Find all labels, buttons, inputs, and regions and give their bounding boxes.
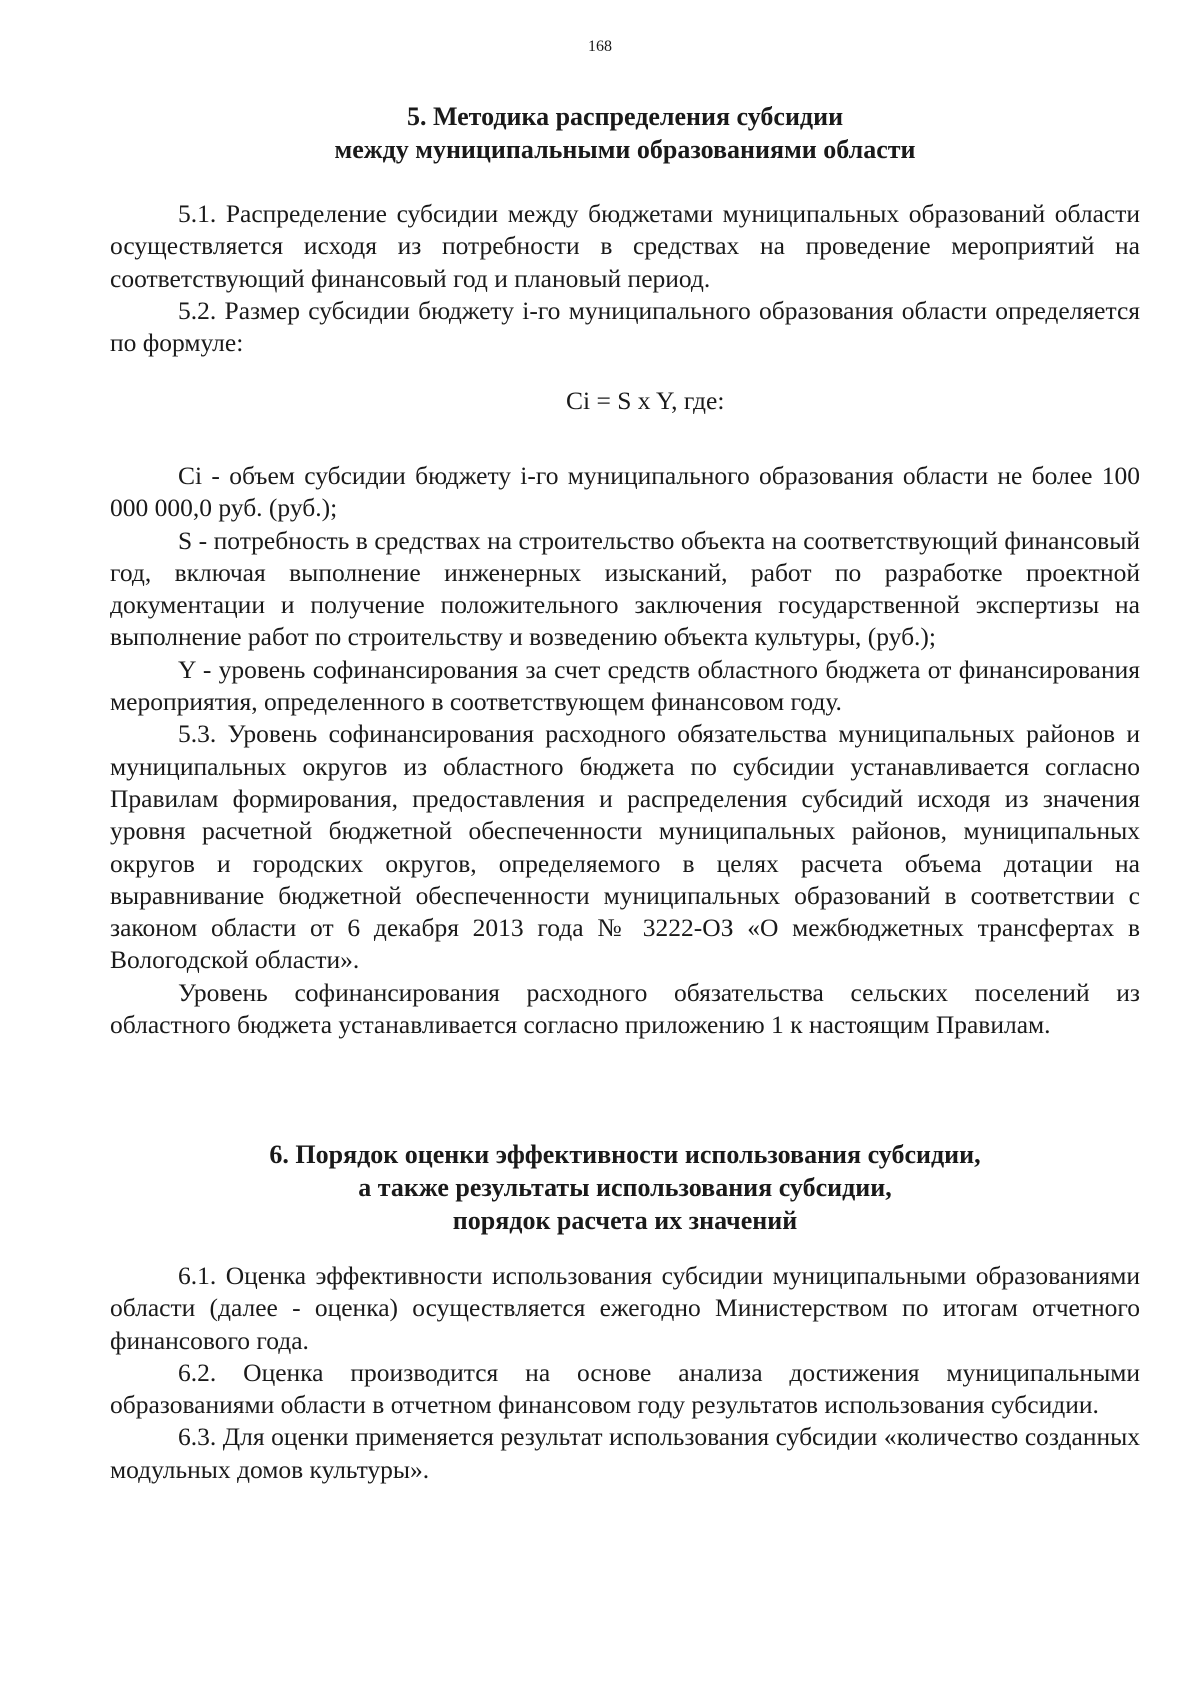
formula: Ci = S x Y, где: — [566, 386, 725, 416]
section-5-definitions — [110, 460, 1140, 1041]
page-number: 168 — [588, 38, 612, 55]
section-6-body — [110, 1260, 1140, 1486]
paragraph-6-1: 6.1. Оценка эффективности использования субсидии муниципальными образованиями области (далее - оценка) осуществляется ежегодно Министерством по итогам отчетного финансового года. — [110, 1261, 1140, 1355]
paragraph-6-2: 6.2. Оценка производится на основе анализа достижения муниципальными образованиями области в отчетном финансовом году результатов использования субсидии. — [110, 1357, 1140, 1420]
section-6-heading-line-2: а также результаты использования субсидии, — [358, 1173, 892, 1202]
paragraph-5-1: 5.1. Распределение субсидии между бюджетами муниципальных образований области осуществляется исходя из потребности в средствах на проведение мероприятий на соответствующий финансовый год и плановый период. — [110, 199, 1140, 293]
section-5-heading-line-2: между муниципальными образованиями области — [334, 135, 916, 164]
paragraph-5-3-rural: Уровень софинансирования расходного обязательства сельских поселений из областного бюджета устанавливается согласно приложению 1 к настоящим Правилам. — [110, 977, 1140, 1040]
section-6-heading — [110, 1138, 1140, 1237]
paragraph-6-3: 6.3. Для оценки применяется результат использования субсидии «количество созданных модульных домов культуры». — [110, 1422, 1140, 1484]
definition-ci: Ci - объем субсидии бюджету i-го муниципального образования области не более 100 000 000,0 руб. (руб.); — [110, 461, 1140, 523]
definition-s: S - потребность в средствах на строительство объекта на соответствующий финансовый год, включая выполнение инженерных изысканий, работ по разработке проектной документации и получение положительного заключения государственной экспертизы на выполнение работ по строительству и возведению объекта культуры, (руб.); — [110, 525, 1140, 652]
section-5-intro — [110, 198, 1140, 418]
paragraph-5-2: 5.2. Размер субсидии бюджету i-го муниципального образования области определяется по формуле: — [110, 295, 1140, 358]
section-6-heading-line-1: 6. Порядок оценки эффективности использования субсидии, — [269, 1140, 981, 1169]
section-5-heading — [110, 100, 1140, 166]
section-5-heading-line-1: 5. Методика распределения субсидии — [406, 102, 844, 131]
paragraph-5-3: 5.3. Уровень софинансирования расходного обязательства муниципальных районов и муниципальных округов из областного бюджета по субсидии устанавливается согласно Правилам формирования, предоставления и распределения субсидий исходя из значения уровня расчетной бюджетной обеспеченности муниципальных районов, муниципальных округов и городских округов, определяемого в целях расчета объема дотации на выравнивание бюджетной обеспеченности муниципальных образований в соответствии с законом области от 6 декабря 2013 года № 3222-ОЗ «О межбюджетных трансфертах в Вологодской области». — [110, 719, 1140, 975]
section-6-heading-line-3: порядок расчета их значений — [452, 1206, 798, 1235]
definition-y: Y - уровень софинансирования за счет средств областного бюджета от финансирования мероприятия, определенного в соответствующем финансовом году. — [110, 654, 1140, 717]
